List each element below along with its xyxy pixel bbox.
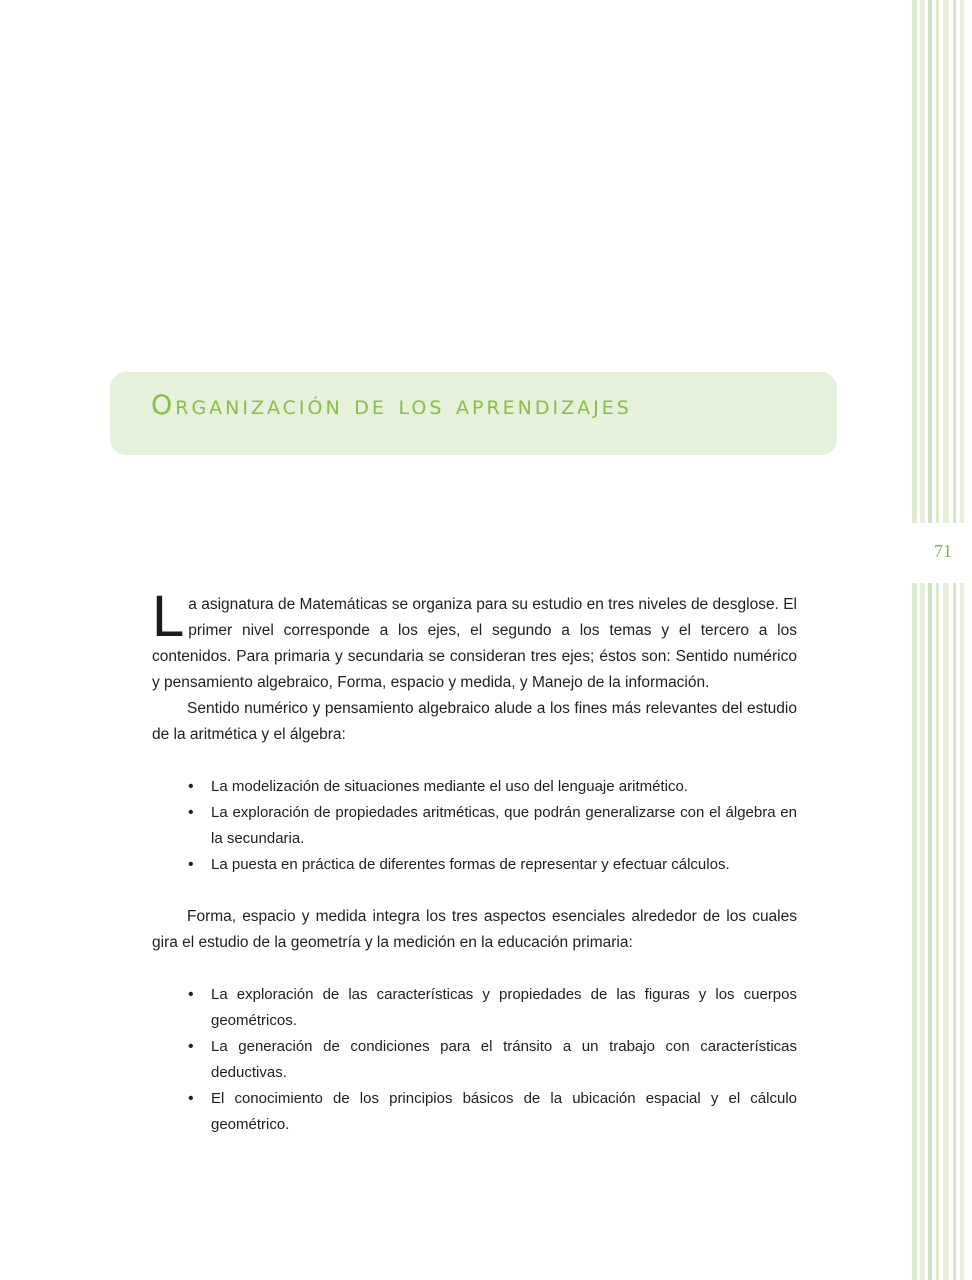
list-item: • La generación de condiciones para el tránsito a un trabajo con características deductivas.: [211, 1034, 797, 1086]
stripe: [953, 0, 956, 1280]
stripe: [928, 0, 932, 1280]
list-item: • La exploración de las características y propiedades de las figuras y los cuerpos geométricos.: [211, 982, 797, 1034]
stripe: [920, 0, 925, 1280]
list-item: • La modelización de situaciones mediante el uso del lenguaje aritmético.: [211, 774, 797, 800]
stripe: [912, 0, 917, 1280]
bullet-list-arithmetic: [152, 774, 797, 878]
list-item: • La puesta en práctica de diferentes formas de representar y efectuar cálculos.: [211, 852, 797, 878]
decorative-side-stripes: [912, 0, 972, 1280]
page-number: 71: [934, 541, 952, 561]
section-title-box: [110, 372, 837, 455]
body-text: [152, 584, 797, 1164]
stripe: [960, 0, 964, 1280]
stripe: [943, 0, 949, 1280]
paragraph: Sentido numérico y pensamiento algebraico alude a los fines más relevantes del estudio de la aritmética y el álgebra:: [152, 700, 797, 743]
bullet-list-geometry: [152, 982, 797, 1138]
paragraph: Forma, espacio y medida integra los tres aspectos esenciales alrededor de los cuales gira el estudio de la geometría y la medición en la educación primaria:: [152, 908, 797, 951]
list-item: • El conocimiento de los principios básicos de la ubicación espacial y el cálculo geométrico.: [211, 1086, 797, 1138]
drop-cap: L: [152, 584, 185, 649]
list-item: • La exploración de propiedades aritméticas, que podrán generalizarse con el álgebra en la secundaria.: [211, 800, 797, 852]
intro-paragraph: [152, 584, 797, 696]
intro-text: a asignatura de Matemáticas se organiza para su estudio en tres niveles de desglose. El primer nivel corresponde a los ejes, el segundo a los temas y el tercero a los contenidos. Para primaria y secundaria se consideran tres ejes; éstos son: Sentido numérico y pensamiento algebraico, Forma, espacio y medida, y Manejo de la información.: [152, 596, 797, 691]
stripe: [936, 0, 939, 1280]
section-title: Organización de los aprendizajes: [151, 390, 632, 421]
